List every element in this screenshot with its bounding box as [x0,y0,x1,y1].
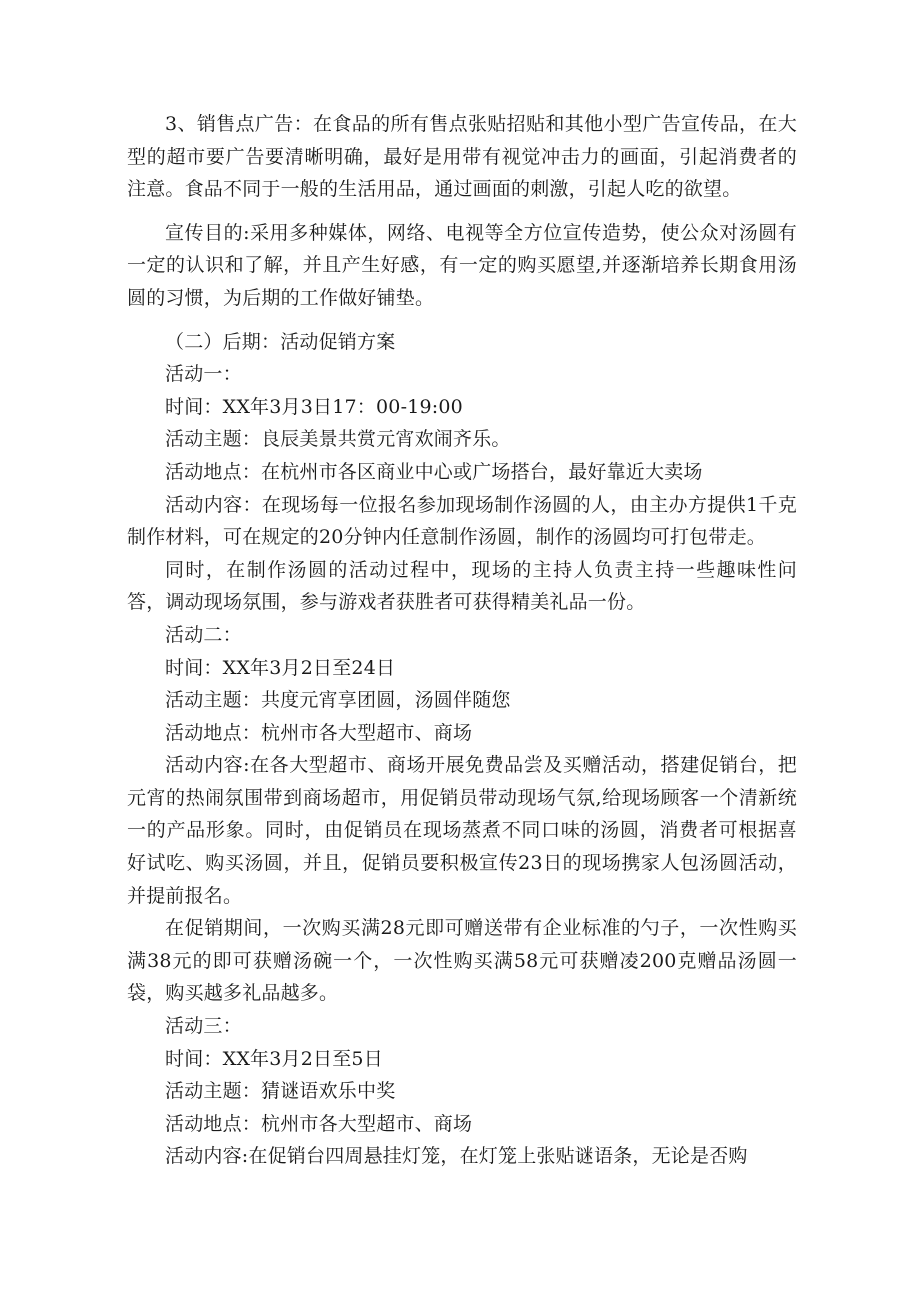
section-heading-later-stage: （二）后期：活动促销方案 [165,330,396,353]
activity-one-location: 活动地点：在杭州市各区商业中心或广场搭台，最好靠近大卖场 [165,460,703,483]
activity-two-content: 活动内容:在各大型超市、商场开展免费品尝及买赠活动，搭建促销台，把元宵的热闹氛围带到商场超市，用促销员带动现场气氛,给现场顾客一个清新统一的产品形象。同时，由促销员在现场蒸煮不同口味的汤圆，消费者可根据喜好试吃、购买汤圆，并且，促销员要积极宣传23日的现场携家人包汤圆活动，并提前报名。 [127,754,797,907]
activity-one-theme: 活动主题：良辰美景共赏元宵欢闹齐乐。 [165,428,511,451]
activity-three-location: 活动地点：杭州市各大型超市、商场 [165,1112,473,1135]
activity-two-theme: 活动主题：共度元宵享团圆，汤圆伴随您 [165,689,511,712]
activity-one-heading: 活动一： [165,363,242,386]
activity-three-content: 活动内容:在促销台四周悬挂灯笼，在灯笼上张贴谜语条，无论是否购 [165,1145,748,1168]
activity-three-theme: 活动主题：猜谜语欢乐中奖 [165,1080,396,1103]
activity-two-time: 时间：XX年3月2日至24日 [165,656,396,679]
activity-two-heading: 活动二： [165,623,242,646]
activity-one-content: 活动内容：在现场每一位报名参加现场制作汤圆的人，由主办方提供1千克制作材料，可在规定的20分钟内任意制作汤圆，制作的汤圆均可打包带走。 [127,493,797,549]
activity-two-location: 活动地点：杭州市各大型超市、商场 [165,721,473,744]
paragraph-pos-advertising: 3、销售点广告：在食品的所有售点张贴招贴和其他小型广告宣传品，在大型的超市要广告要清晰明确，最好是用带有视觉冲击力的画面，引起消费者的注意。食品不同于一般的生活用品，通过画面的刺激，引起人吃的欲望。 [127,113,797,201]
activity-three-heading: 活动三： [165,1015,242,1038]
document-body [127,108,797,1173]
paragraph-promotion-purpose: 宣传目的:采用多种媒体，网络、电视等全方位宣传造势，使公众对汤圆有一定的认识和了解，并且产生好感，有一定的购买愿望,并逐渐培养长期食用汤圆的习惯，为后期的工作做好铺垫。 [127,221,797,309]
activity-two-gift-offer: 在促销期间，一次购买满28元即可赠送带有企业标准的勺子，一次性购买满38元的即可获赠汤碗一个，一次性购买满58元可获赠凌200克赠品汤圆一袋，购买越多礼品越多。 [127,917,797,1005]
activity-three-time: 时间：XX年3月2日至5日 [165,1047,383,1070]
activity-one-time: 时间：XX年3月3日17：00-19:00 [165,395,463,418]
activity-one-extra: 同时，在制作汤圆的活动过程中，现场的主持人负责主持一些趣味性问答，调动现场氛围，参与游戏者获胜者可获得精美礼品一份。 [127,558,797,614]
